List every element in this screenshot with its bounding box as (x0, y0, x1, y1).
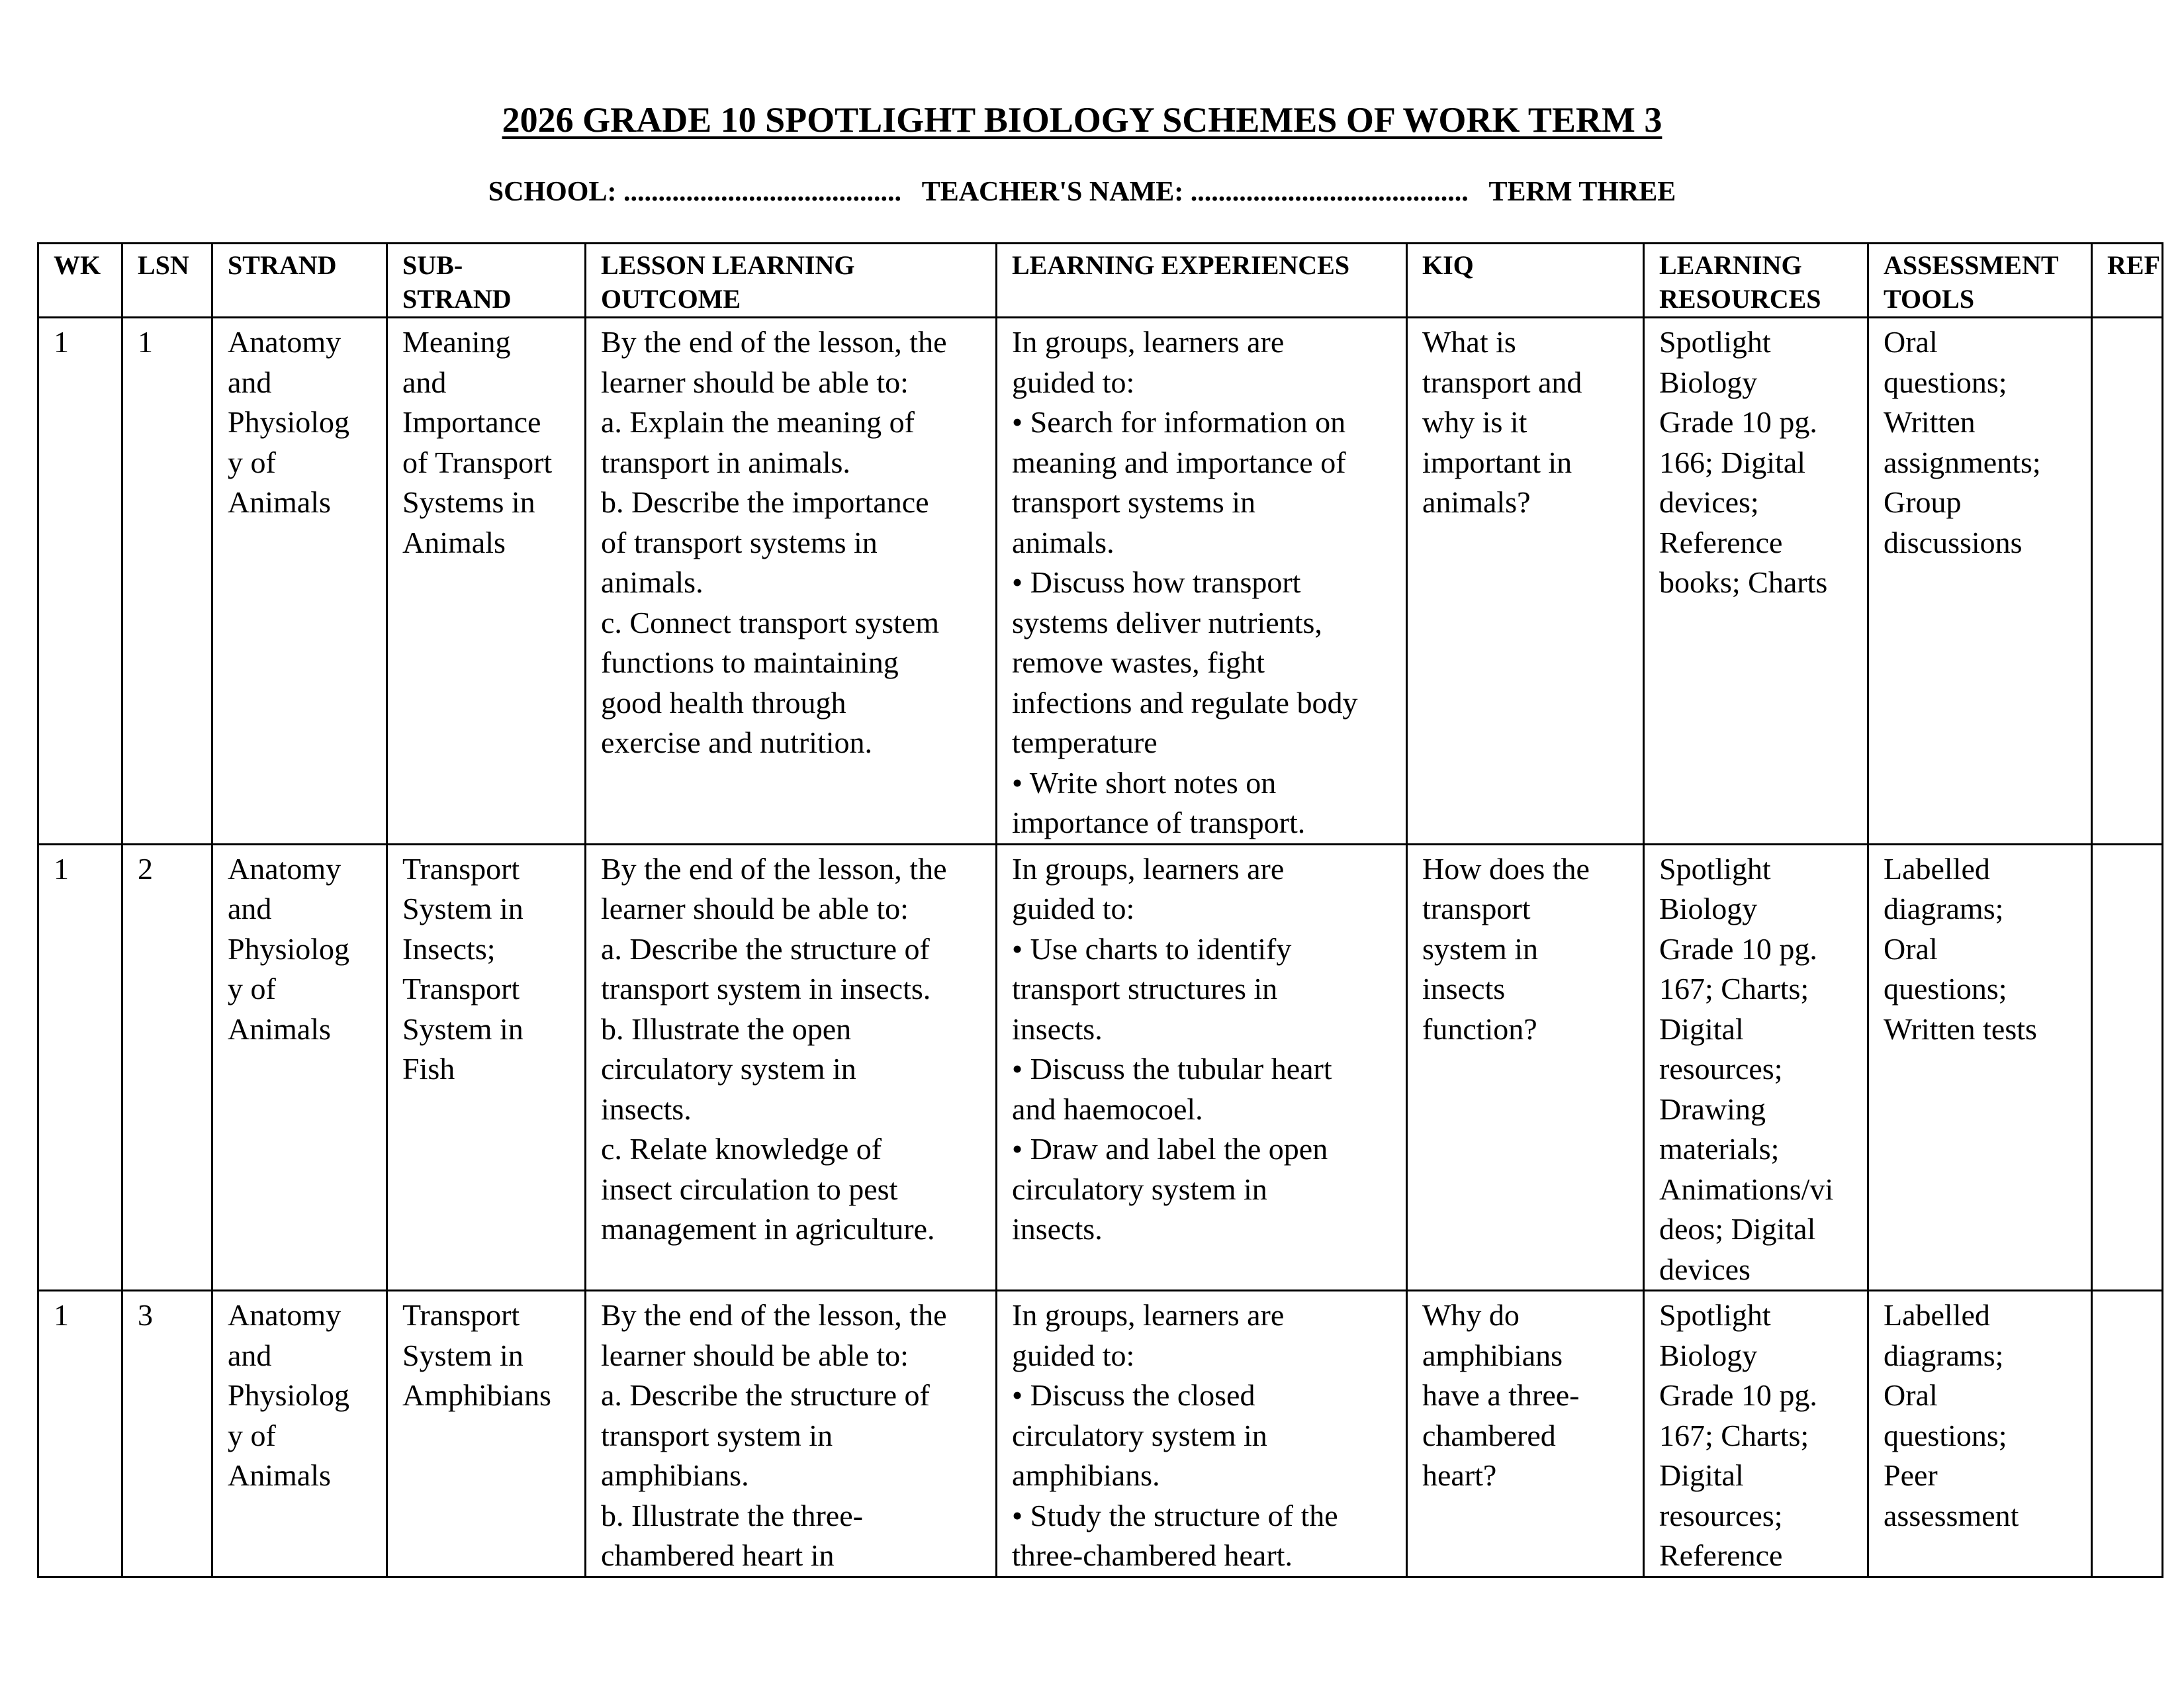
scheme-of-work-table (37, 242, 2163, 1578)
cell-ref (2092, 318, 2163, 845)
header-sub-strand: SUB- STRAND (387, 244, 586, 318)
cell-sub-strand: Transport System in Amphibians (387, 1291, 586, 1577)
cell-assessment: Oral questions; Written assignments; Group discussions (1868, 318, 2092, 845)
cell-resources: Spotlight Biology Grade 10 pg. 167; Charts; Digital resources; Drawing materials; Animations/vi deos; Digital devices (1644, 844, 1868, 1291)
cell-wk: 1 (38, 318, 122, 845)
cell-strand: Anatomy and Physiolog y of Animals (212, 318, 387, 845)
cell-strand: Anatomy and Physiolog y of Animals (212, 1291, 387, 1577)
cell-outcome: By the end of the lesson, the learner should be able to: a. Describe the structure of transport system in insects. b. Illustrate the open circulatory system in insects. c. Relate knowledge of insect circulation to pest management in agriculture. (586, 844, 997, 1291)
document-title: 2026 GRADE 10 SPOTLIGHT BIOLOGY SCHEMES OF WORK TERM 3 (502, 100, 1662, 140)
table-row (38, 1291, 2163, 1577)
cell-experiences: In groups, learners are guided to: • Discuss the closed circulatory system in amphibians. • Study the structure of the three-chambered heart. (997, 1291, 1407, 1577)
cell-ref (2092, 1291, 2163, 1577)
cell-kiq: What is transport and why is it important in animals? (1407, 318, 1644, 845)
header-learning-experiences: LEARNING EXPERIENCES (997, 244, 1407, 318)
cell-outcome: By the end of the lesson, the learner should be able to: a. Describe the structure of transport system in amphibians. b. Illustrate the three- chambered heart in (586, 1291, 997, 1577)
header-kiq: KIQ (1407, 244, 1644, 318)
cell-sub-strand: Transport System in Insects; Transport System in Fish (387, 844, 586, 1291)
cell-resources: Spotlight Biology Grade 10 pg. 167; Charts; Digital resources; Reference (1644, 1291, 1868, 1577)
cell-sub-strand: Meaning and Importance of Transport Systems in Animals (387, 318, 586, 845)
header-wk: WK (38, 244, 122, 318)
table-header-row (38, 244, 2163, 318)
cell-assessment: Labelled diagrams; Oral questions; Written tests (1868, 844, 2092, 1291)
cell-wk: 1 (38, 1291, 122, 1577)
school-teacher-term-line: SCHOOL: ........................................ TEACHER'S NAME: ........................................ TERM THREE (488, 177, 1676, 207)
header-strand: STRAND (212, 244, 387, 318)
cell-experiences: In groups, learners are guided to: • Use charts to identify transport structures in insects. • Discuss the tubular heart and haemocoel. • Draw and label the open circulatory system in insects. (997, 844, 1407, 1291)
header-ref: REF (2092, 244, 2163, 318)
header-lsn: LSN (122, 244, 212, 318)
cell-outcome: By the end of the lesson, the learner should be able to: a. Explain the meaning of transport in animals. b. Describe the importance of transport systems in animals. c. Connect transport system functions to maintaining good health through exercise and nutrition. (586, 318, 997, 845)
cell-kiq: How does the transport system in insects function? (1407, 844, 1644, 1291)
table-row (38, 318, 2163, 845)
cell-assessment: Labelled diagrams; Oral questions; Peer assessment (1868, 1291, 2092, 1577)
header-learning-resources: LEARNING RESOURCES (1644, 244, 1868, 318)
cell-kiq: Why do amphibians have a three- chambered heart? (1407, 1291, 1644, 1577)
table-row (38, 844, 2163, 1291)
cell-lsn: 1 (122, 318, 212, 845)
header-lesson-learning-outcome: LESSON LEARNING OUTCOME (586, 244, 997, 318)
cell-lsn: 3 (122, 1291, 212, 1577)
cell-resources: Spotlight Biology Grade 10 pg. 166; Digital devices; Reference books; Charts (1644, 318, 1868, 845)
cell-lsn: 2 (122, 844, 212, 1291)
cell-experiences: In groups, learners are guided to: • Search for information on meaning and importance of transport systems in animals. • Discuss how transport systems deliver nutrients, remove wastes, fight infections and regulate body temperature • Write short notes on importance of transport. (997, 318, 1407, 845)
header-assessment-tools: ASSESSMENT TOOLS (1868, 244, 2092, 318)
cell-ref (2092, 844, 2163, 1291)
cell-wk: 1 (38, 844, 122, 1291)
cell-strand: Anatomy and Physiolog y of Animals (212, 844, 387, 1291)
